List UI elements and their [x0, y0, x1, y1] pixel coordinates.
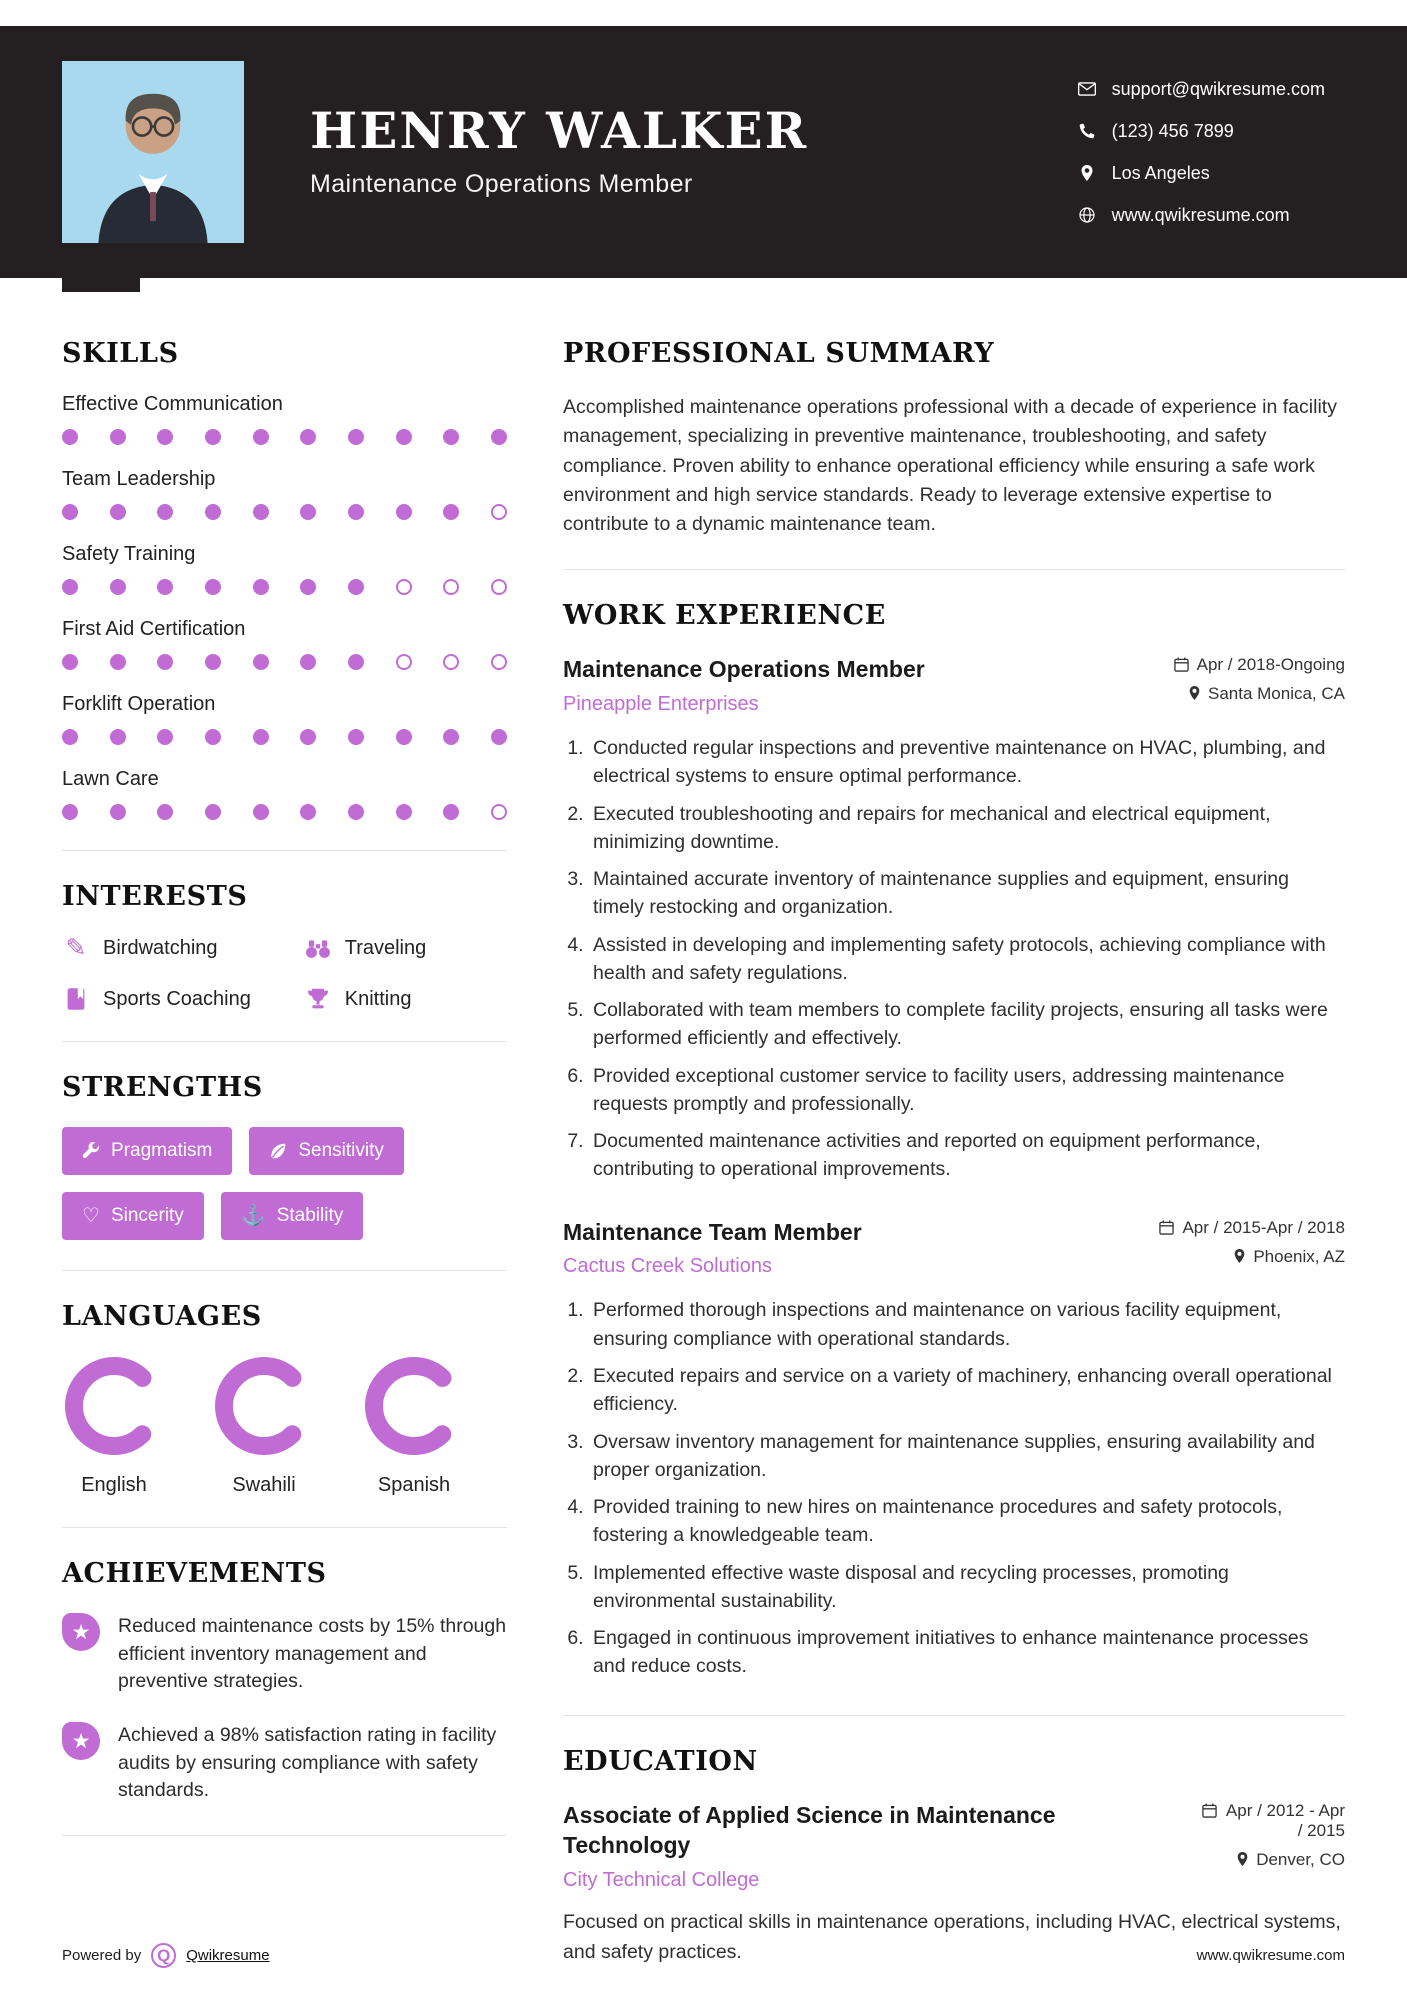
person-name: HENRY WALKER [310, 101, 809, 161]
rating-dot-filled [300, 804, 316, 820]
anchor-icon: ⚓ [240, 1205, 266, 1227]
rating-dot-filled [253, 804, 269, 820]
heart-icon: ♡ [82, 1205, 100, 1227]
rating-dot-filled [253, 654, 269, 670]
job-dates-row [1159, 1218, 1345, 1238]
pin-icon [1237, 1852, 1248, 1866]
rating-dot-filled [110, 429, 126, 445]
calendar-icon [1202, 1803, 1217, 1818]
section-divider [62, 1270, 507, 1271]
rating-dot-filled [300, 579, 316, 595]
job-bullet: 6. Engaged in continuous improvement initiatives to enhance maintenance processes and reduce costs. [589, 1624, 1345, 1681]
rating-dot-filled [110, 504, 126, 520]
section-divider [563, 1715, 1345, 1716]
education-header [563, 1801, 1345, 1893]
strength-label: Pragmatism [111, 1140, 213, 1161]
interest-item [62, 936, 296, 961]
skill-name: Team Leadership [62, 468, 216, 490]
job-bullet: 7. Documented maintenance activities and reported on equipment performance, contributing to operational improvements. [589, 1127, 1345, 1184]
calendar-icon [1159, 1220, 1174, 1235]
language-gauge [64, 1356, 164, 1456]
section-divider [563, 569, 1345, 570]
globe-icon [1078, 207, 1097, 223]
job-title: Maintenance Team Member [563, 1218, 862, 1245]
rating-dot-filled [205, 654, 221, 670]
skill-item [62, 468, 507, 520]
rating-dot-filled [62, 429, 78, 445]
rating-dot-filled [491, 729, 507, 745]
rating-dot-filled [205, 429, 221, 445]
interest-label: Knitting [344, 987, 412, 1010]
education-heading: EDUCATION [563, 1745, 758, 1777]
interest-label: Sports Coaching [103, 987, 251, 1010]
skill-rating [62, 504, 507, 520]
job-header [563, 1218, 1345, 1279]
strengths-section [62, 1072, 507, 1240]
strength-badge [221, 1192, 363, 1240]
powered-by [62, 1943, 270, 1968]
education-location-row [1237, 1850, 1345, 1870]
job-dates-row [1174, 655, 1345, 675]
education-school: City Technical College [563, 1869, 760, 1892]
strengths-heading: STRENGTHS [62, 1072, 263, 1103]
rating-dot-filled [300, 429, 316, 445]
rating-dot-filled [62, 729, 78, 745]
job-bullets [563, 734, 1345, 1184]
rating-dot-empty [396, 654, 412, 670]
languages-list [62, 1356, 507, 1497]
education-section [563, 1746, 1345, 1967]
rating-dot-filled [205, 729, 221, 745]
skills-section [62, 338, 507, 820]
rating-dot-filled [157, 654, 173, 670]
job-bullet: 1. Conducted regular inspections and preventive maintenance on HVAC, plumbing, and electrical systems to ensure optimal performance. [589, 734, 1345, 791]
interests-heading: INTERESTS [62, 881, 248, 912]
rating-dot-filled [157, 729, 173, 745]
job-bullet: 2. Executed troubleshooting and repairs for mechanical and electrical equipment, minimizing downtime. [589, 800, 1345, 857]
job-bullet: 4. Assisted in developing and implementing safety protocols, achieving compliance with health and safety regulations. [589, 931, 1345, 988]
interests-section [62, 881, 507, 1011]
book-icon [62, 987, 90, 1011]
rating-dot-filled [396, 804, 412, 820]
phone-icon [1078, 123, 1097, 139]
rating-dot-empty [491, 579, 507, 595]
contact-website-text: www.qwikresume.com [1111, 204, 1290, 225]
achievements-section [62, 1558, 507, 1805]
powered-by-text: Powered by [62, 1947, 142, 1964]
job-entry [563, 655, 1345, 1183]
summary-section [563, 338, 1345, 539]
rating-dot-filled [396, 729, 412, 745]
achievement-star-icon: ★ [62, 1722, 100, 1760]
skill-rating [62, 579, 507, 595]
language-item [362, 1356, 466, 1497]
rating-dot-filled [348, 804, 364, 820]
skill-rating [62, 654, 507, 670]
rating-dot-filled [62, 579, 78, 595]
section-divider [62, 1527, 507, 1528]
language-gauge [364, 1356, 464, 1456]
rating-dot-filled [253, 429, 269, 445]
job-title-block [563, 655, 925, 716]
education-degree: Associate of Applied Science in Maintenance Technology [563, 1801, 1056, 1858]
skill-rating [62, 429, 507, 445]
interests-grid [62, 936, 507, 1011]
skill-item [62, 393, 507, 445]
job-meta [1174, 655, 1345, 716]
rating-dot-empty [396, 579, 412, 595]
achievement-star-icon: ★ [62, 1613, 100, 1651]
binoculars-icon [304, 939, 332, 959]
rating-dot-filled [348, 579, 364, 595]
rating-dot-filled [443, 429, 459, 445]
page-footer [0, 1943, 1407, 1968]
contact-email-text: support@qwikresume.com [1111, 78, 1325, 99]
education-meta [1202, 1801, 1345, 1893]
person-title: Maintenance Operations Member [310, 169, 693, 198]
rating-dot-filled [62, 804, 78, 820]
achievement-text: Achieved a 98% satisfaction rating in facility audits by ensuring compliance with safety standards. [118, 1724, 497, 1802]
rating-dot-empty [491, 504, 507, 520]
job-bullet: 5. Implemented effective waste disposal and recycling processes, promoting environmental sustainability. [589, 1559, 1345, 1616]
rating-dot-filled [300, 654, 316, 670]
skill-name: Forklift Operation [62, 693, 216, 715]
language-label: Spanish [377, 1474, 451, 1496]
trophy-icon [304, 987, 332, 1011]
language-item [62, 1356, 166, 1497]
skill-item [62, 618, 507, 670]
job-bullet: 3. Oversaw inventory management for maintenance supplies, ensuring availability and proper organization. [589, 1428, 1345, 1485]
strength-label: Stability [276, 1205, 344, 1226]
rating-dot-filled [491, 429, 507, 445]
skill-name: Safety Training [62, 543, 196, 565]
strength-badge [62, 1192, 204, 1240]
rating-dot-filled [157, 579, 173, 595]
skill-rating [62, 804, 507, 820]
rating-dot-filled [253, 579, 269, 595]
rating-dot-filled [348, 504, 364, 520]
education-location: Denver, CO [1256, 1849, 1345, 1869]
section-divider [62, 850, 507, 851]
job-bullet: 5. Collaborated with team members to complete facility projects, ensuring all tasks were performed efficiently and effectively. [589, 996, 1345, 1053]
contact-phone[interactable] [1078, 121, 1325, 142]
rating-dot-filled [443, 729, 459, 745]
summary-text: Accomplished maintenance operations professional with a decade of experience in facility management, specializing in preventive maintenance, troubleshooting, and safety compliance. Proven ability to enhance operational efficiency while ensuring a safe work environment and high service standards. Ready to leverage extensive expertise to contribute to a dynamic maintenance team. [563, 396, 1337, 535]
leaf-icon [269, 1142, 287, 1160]
strength-badges [62, 1127, 507, 1240]
skill-item [62, 693, 507, 745]
job-location: Santa Monica, CA [1207, 684, 1345, 704]
rating-dot-filled [443, 804, 459, 820]
interest-label: Birdwatching [103, 937, 218, 959]
job-company: Pineapple Enterprises [563, 693, 759, 715]
right-column [563, 338, 1345, 1990]
qwikresume-logo: Q [151, 1943, 176, 1968]
interest-item [62, 987, 296, 1011]
rating-dot-filled [205, 804, 221, 820]
rating-dot-filled [253, 504, 269, 520]
header-accent-tab [62, 278, 140, 292]
education-title-block [563, 1801, 1178, 1893]
envelope-icon [1078, 82, 1097, 96]
rating-dot-empty [491, 804, 507, 820]
experience-heading: WORK EXPERIENCE [563, 600, 886, 632]
rating-dot-empty [443, 579, 459, 595]
job-company: Cactus Creek Solutions [563, 1255, 772, 1278]
contact-location-text: Los Angeles [1111, 162, 1210, 183]
rating-dot-filled [348, 429, 364, 445]
languages-heading: LANGUAGES [62, 1301, 262, 1332]
interest-item [304, 936, 507, 961]
job-entry [563, 1218, 1345, 1681]
left-column [62, 338, 507, 1990]
rating-dot-filled [253, 729, 269, 745]
name-block [310, 101, 809, 199]
pin-icon [1189, 686, 1200, 700]
profile-photo-illustration [62, 61, 244, 243]
job-meta [1159, 1218, 1345, 1279]
rating-dot-filled [300, 504, 316, 520]
summary-heading: PROFESSIONAL SUMMARY [563, 338, 995, 369]
rating-dot-filled [396, 429, 412, 445]
achievement-item [62, 1613, 507, 1696]
rating-dot-filled [348, 654, 364, 670]
resume-body [0, 338, 1407, 1990]
pin-icon [1078, 165, 1097, 181]
job-location-row [1234, 1247, 1345, 1267]
job-title-block [563, 1218, 862, 1279]
interest-item [304, 987, 507, 1011]
achievement-text: Reduced maintenance costs by 15% through efficient inventory management and preventive strategies. [118, 1615, 507, 1693]
skill-item [62, 543, 507, 595]
rating-dot-filled [443, 504, 459, 520]
contact-phone-text: (123) 456 7899 [1111, 120, 1234, 141]
strength-label: Sincerity [110, 1205, 184, 1226]
language-gauge [214, 1356, 314, 1456]
job-location: Phoenix, AZ [1253, 1246, 1345, 1266]
footer-site-link[interactable]: www.qwikresume.com [1196, 1947, 1345, 1964]
rating-dot-empty [443, 654, 459, 670]
job-title: Maintenance Operations Member [563, 656, 925, 683]
experience-section [563, 600, 1345, 1680]
interest-label: Traveling [344, 937, 427, 959]
job-header [563, 655, 1345, 716]
education-dates: Apr / 2012 - Apr / 2015 [1225, 1800, 1345, 1840]
skill-name: Lawn Care [62, 768, 159, 790]
language-label: Swahili [232, 1474, 296, 1496]
language-label: English [81, 1474, 147, 1496]
achievements-heading: ACHIEVEMENTS [62, 1558, 327, 1589]
pin-icon [1234, 1249, 1245, 1263]
rating-dot-filled [157, 804, 173, 820]
skill-name: Effective Communication [62, 393, 283, 415]
rating-dot-filled [300, 729, 316, 745]
skills-heading: SKILLS [62, 338, 179, 369]
rating-dot-filled [110, 729, 126, 745]
job-bullet: 1. Performed thorough inspections and maintenance on various facility equipment, ensuring compliance with operational standards. [589, 1296, 1345, 1353]
section-divider [62, 1041, 507, 1042]
rating-dot-empty [491, 654, 507, 670]
job-bullet: 2. Executed repairs and service on a variety of machinery, enhancing overall operational efficiency. [589, 1362, 1345, 1419]
achievement-item [62, 1722, 507, 1805]
job-dates: Apr / 2018-Ongoing [1196, 655, 1345, 675]
rating-dot-filled [62, 504, 78, 520]
skill-item [62, 768, 507, 820]
contact-list [1078, 79, 1325, 226]
education-description: Focused on practical skills in maintenance operations, including HVAC, electrical systems, and safety practices. [563, 1911, 1341, 1963]
rating-dot-filled [110, 654, 126, 670]
contact-website[interactable] [1078, 205, 1325, 226]
header [0, 26, 1407, 278]
rating-dot-filled [157, 504, 173, 520]
rating-dot-filled [110, 579, 126, 595]
wrench-icon [82, 1142, 100, 1160]
rating-dot-filled [110, 804, 126, 820]
strength-badge [249, 1127, 404, 1175]
section-divider [62, 1835, 507, 1836]
rating-dot-filled [62, 654, 78, 670]
rating-dot-filled [348, 729, 364, 745]
qwikresume-link[interactable]: Qwikresume [186, 1947, 270, 1964]
strength-badge [62, 1127, 232, 1175]
pencil-icon: ✎ [65, 934, 87, 962]
job-bullet: 6. Provided exceptional customer service to facility users, addressing maintenance requests promptly and professionally. [589, 1062, 1345, 1119]
job-bullet: 3. Maintained accurate inventory of maintenance supplies and equipment, ensuring timely restocking and organization. [589, 865, 1345, 922]
education-dates-row [1202, 1801, 1345, 1841]
calendar-icon [1174, 657, 1189, 672]
profile-photo [62, 61, 244, 243]
rating-dot-filled [157, 429, 173, 445]
contact-location [1078, 163, 1325, 184]
contact-email[interactable] [1078, 79, 1325, 100]
languages-section [62, 1301, 507, 1497]
job-bullet: 4. Provided training to new hires on maintenance procedures and safety protocols, fostering a knowledgeable team. [589, 1493, 1345, 1550]
rating-dot-filled [205, 504, 221, 520]
job-dates: Apr / 2015-Apr / 2018 [1182, 1217, 1345, 1237]
rating-dot-filled [205, 579, 221, 595]
job-location-row [1189, 684, 1345, 704]
skill-rating [62, 729, 507, 745]
strength-label: Sensitivity [298, 1140, 384, 1161]
job-bullets [563, 1296, 1345, 1680]
rating-dot-filled [396, 504, 412, 520]
language-item [212, 1356, 316, 1497]
skill-name: First Aid Certification [62, 618, 246, 640]
